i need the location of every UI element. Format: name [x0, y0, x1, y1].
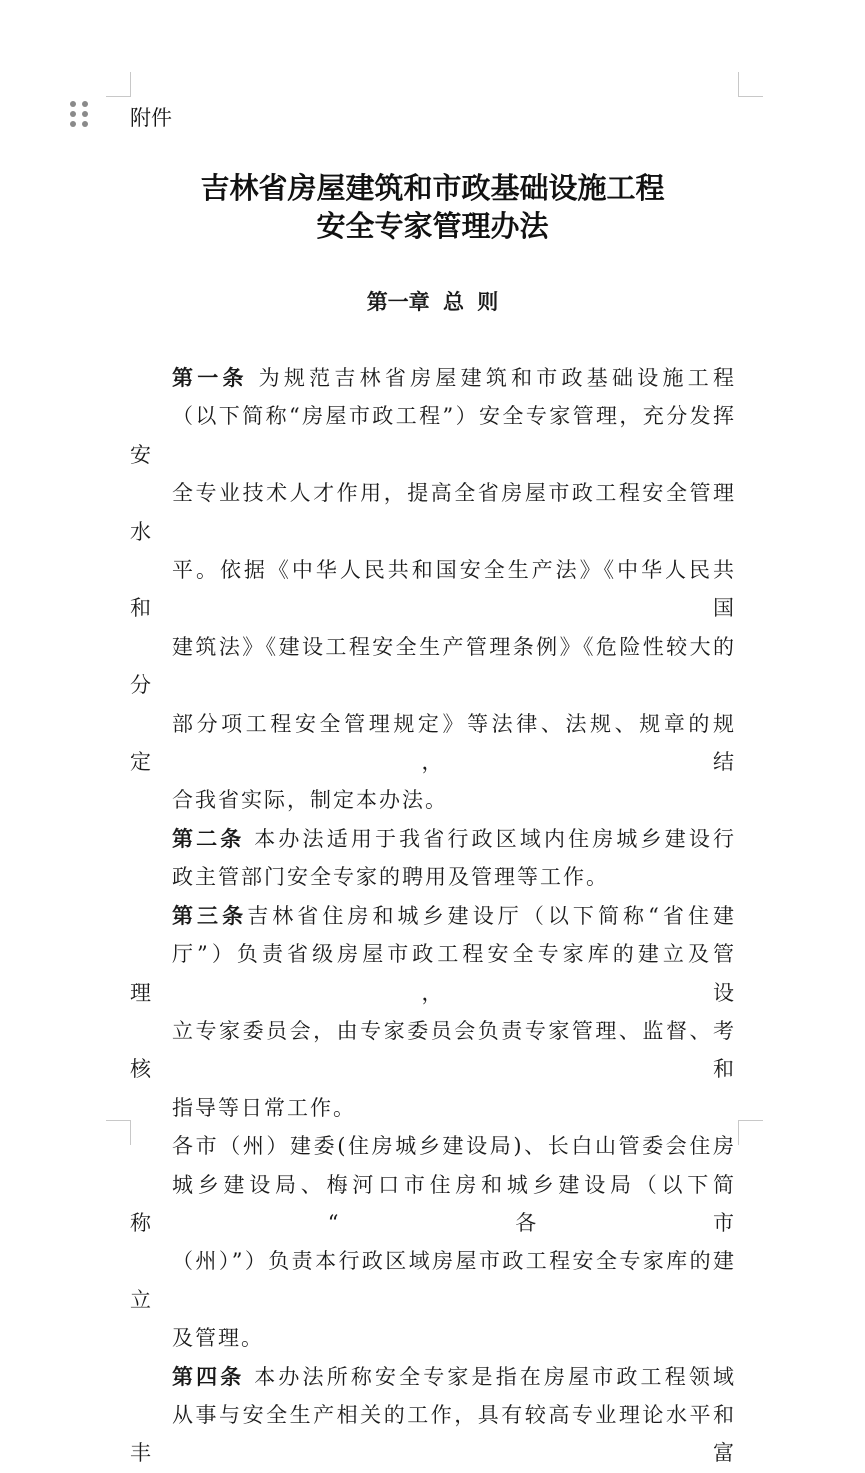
- paragraph-line: [130, 397, 736, 474]
- line-text: 吉林省住房和城乡建设厅（以下简称“省住建: [247, 903, 737, 928]
- article-label: 第一条: [172, 366, 248, 390]
- paragraph-line: [130, 1166, 736, 1243]
- line-text: （以下简称“房屋市政工程”）安全专家管理，充分发挥安: [130, 404, 736, 467]
- paragraph-line: [130, 897, 736, 935]
- drag-handle-icon[interactable]: [70, 101, 90, 127]
- article-paragraph: [130, 820, 736, 897]
- paragraph-line: [130, 705, 736, 782]
- page-corner-mark-top-right: [738, 72, 763, 97]
- paragraph-line: [130, 1358, 736, 1396]
- paragraph-line: [130, 1012, 736, 1089]
- line-text: 合我省实际，制定本办法。: [172, 788, 448, 813]
- line-text: 立专家委员会，由专家委员会负责专家管理、监督、考核和: [130, 1018, 736, 1082]
- line-text: 厅”）负责省级房屋市政工程安全专家库的建立及管理，设: [130, 942, 736, 1005]
- paragraph-line: [130, 1089, 736, 1127]
- paragraph-line: [130, 359, 736, 397]
- line-text: 本办法所称安全专家是指在房屋市政工程领域: [244, 1364, 736, 1389]
- article-paragraph: [130, 897, 736, 1127]
- page-corner-mark-bottom-right: [738, 1120, 763, 1145]
- article-paragraph: [130, 1127, 736, 1357]
- paragraph-line: [130, 1319, 736, 1357]
- line-text: 各市（州）建委(住房城乡建设局)、长白山管委会住房: [172, 1134, 736, 1159]
- article-label: 第二条: [172, 826, 245, 851]
- line-text: （州）”）负责本行政区域房屋市政工程安全专家库的建立: [130, 1249, 736, 1312]
- paragraph-line: [130, 858, 736, 896]
- page-corner-mark-bottom-left: [106, 1120, 131, 1145]
- paragraph-line: [130, 1127, 736, 1165]
- line-text: 建筑法》《建设工程安全生产管理条例》《危险性较大的分: [130, 634, 736, 698]
- line-text: 及管理。: [172, 1326, 264, 1351]
- line-text: 指导等日常工作。: [172, 1095, 356, 1120]
- line-text: 全专业技术人才作用，提高全省房屋市政工程安全管理水: [130, 481, 736, 544]
- document-title-line-2: 安全专家管理办法: [316, 209, 549, 243]
- paragraph-line: [130, 935, 736, 1012]
- paragraph-line: [130, 781, 736, 819]
- paragraph-line: [130, 1396, 736, 1473]
- line-text: 从事与安全生产相关的工作，具有较高专业理论水平和丰富: [130, 1402, 736, 1466]
- attachment-label: 附件: [130, 106, 172, 130]
- article-label: 第四条: [172, 1364, 245, 1389]
- line-text: 部分项工程安全管理规定》等法律、法规、规章的规定，结: [130, 711, 736, 775]
- article-paragraph: [130, 1358, 736, 1473]
- paragraph-line: [130, 628, 736, 705]
- line-text: 本办法适用于我省行政区域内住房城乡建设行: [244, 826, 736, 851]
- document-body: [130, 359, 736, 1473]
- article-label: 第三条: [172, 903, 248, 928]
- line-text: 城乡建设局、梅河口市住房和城乡建设局（以下简称“各市: [130, 1172, 736, 1235]
- document-title-line-1: 吉林省房屋建筑和市政基础设施工程: [200, 171, 665, 205]
- page-corner-mark-top-left: [106, 72, 131, 97]
- paragraph-line: [130, 1242, 736, 1319]
- paragraph-line: [130, 551, 736, 628]
- line-text: 政主管部门安全专家的聘用及管理等工作。: [172, 865, 609, 890]
- chapter-heading: 第一章 总 则: [366, 290, 499, 314]
- paragraph-line: [130, 474, 736, 551]
- line-text: 为规范吉林省房屋建筑和市政基础设施工程: [247, 366, 736, 390]
- line-text: 平。依据《中华人民共和国安全生产法》《中华人民共和国: [130, 558, 736, 621]
- article-paragraph: [130, 359, 736, 820]
- paragraph-line: [130, 820, 736, 858]
